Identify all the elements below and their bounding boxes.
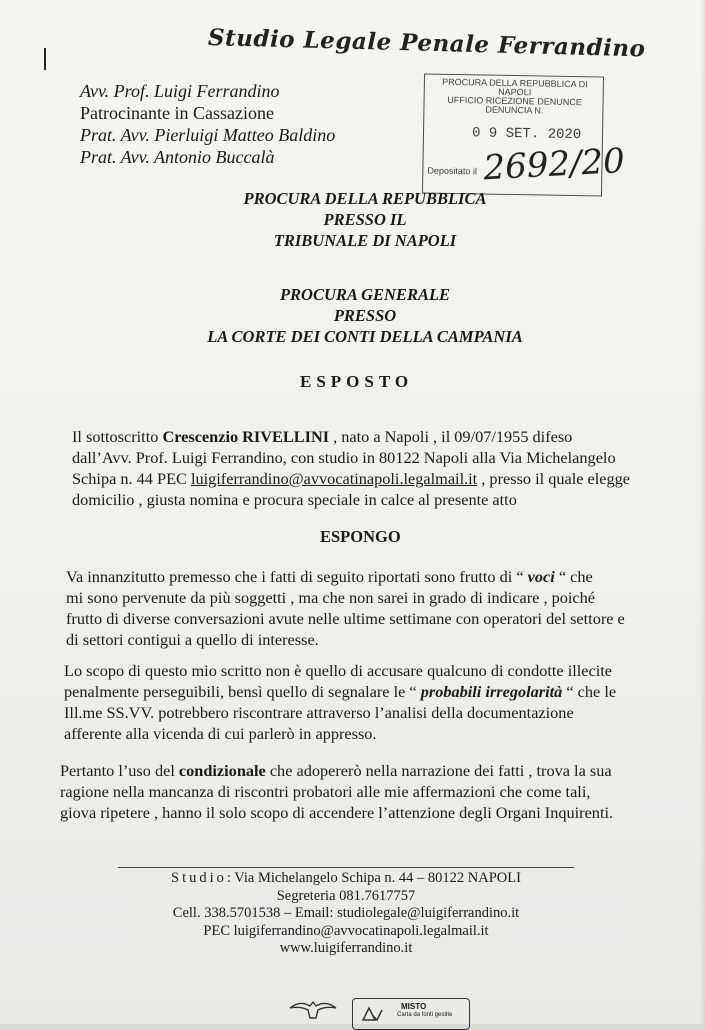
emphasis: condizionale	[178, 761, 266, 780]
lawyer-line: Prat. Avv. Antonio Buccalà	[80, 147, 275, 167]
text-run: Va innanzitutto premesso che i fatti di seguito riportati sono frutto di “	[66, 567, 528, 586]
intro-paragraph	[72, 426, 630, 510]
lawyer-line: Patrocinante in Cassazione	[80, 103, 274, 123]
text-line: di settori contigui a quello di interesse.	[66, 630, 319, 649]
text-run: “ che	[554, 567, 593, 586]
stamp-line: UFFICIO RICEZIONE DENUNCE	[447, 94, 582, 108]
text-line: dall’Avv. Prof. Luigi Ferrandino, con studio in 80122 Napoli alla Via Michelangelo	[72, 448, 616, 467]
text-run: Il sottoscritto	[72, 427, 163, 446]
paragraph-condizionale	[60, 760, 613, 823]
text-line: mi sono pervenute da più soggetti , ma che non sarei in grado di indicare , poiché	[66, 588, 595, 607]
footer-pec: PEC luigiferrandino@avvocatinapoli.legalmail.it	[203, 922, 489, 939]
letterhead-footer	[118, 870, 574, 958]
text-run: penalmente perseguibili, bensì quello di segnalare le “	[64, 682, 421, 701]
lawyer-line: Prat. Avv. Pierluigi Matteo Baldino	[80, 125, 336, 145]
stamp-handwritten-number: 2692/20	[482, 141, 626, 189]
stamp-header	[434, 78, 595, 117]
lawyers-list	[80, 80, 335, 168]
text-run: , nato a Napoli , il 09/07/1955 difeso	[329, 427, 573, 446]
lawyer-line: Avv. Prof. Luigi Ferrandino	[80, 81, 280, 101]
text-line: afferente alla vicenda di cui parlerò in appresso.	[64, 724, 377, 743]
paper-mark-sub: Carta da fonti gestite	[397, 1012, 453, 1018]
margin-mark	[44, 48, 46, 70]
text-run: “ che le	[562, 682, 617, 701]
footer-studio-label: Studio	[171, 870, 227, 886]
pec-address: luigiferrandino@avvocatinapoli.legalmail.it	[190, 469, 478, 488]
page-edge-shadow	[699, 0, 705, 1024]
section-heading: ESPONGO	[320, 527, 401, 546]
paragraph-voci	[66, 566, 625, 650]
paper-certification-mark	[352, 998, 470, 1030]
eagle-logo-icon	[288, 998, 338, 1020]
text-line: frutto di diverse conversazioni avute nelle ultime settimane con operatori del settore e	[66, 609, 625, 628]
addressee-line: LA CORTE DEI CONTI DELLA CAMPANIA	[207, 327, 523, 346]
tree-check-icon	[359, 1002, 383, 1024]
text-line: domicilio , giusta nomina e procura speciale in calce al presente atto	[72, 490, 517, 509]
client-name: Crescenzio RIVELLINI	[162, 427, 330, 446]
reception-stamp	[422, 73, 626, 196]
addressee-procura	[220, 188, 510, 251]
stamp-deposited-label: Depositato il	[427, 165, 477, 177]
paper-mark-label: MISTO	[401, 1002, 427, 1011]
emphasis: voci	[527, 567, 555, 586]
footer-website: www.luigiferrandino.it	[279, 940, 413, 956]
paragraph-scopo	[64, 660, 616, 744]
emphasis: probabili irregolarità	[420, 682, 563, 701]
text-run: , presso il quale elegge	[477, 469, 631, 488]
stamp-line: PROCURA DELLA REPUBBLICA DI NAPOLI	[442, 76, 588, 98]
text-line: giova ripetere , hanno il solo scopo di accendere l’attenzione degli Organi Inquirenti.	[60, 803, 614, 822]
addressee-corte-conti	[180, 284, 550, 347]
text-run: Schipa n. 44 PEC	[72, 469, 191, 488]
footer-contacts: Cell. 338.5701538 – Email: studiolegale@luigiferrandino.it	[172, 905, 520, 921]
text-run: che adopererò nella narrazione dei fatti , trova la sua	[265, 761, 612, 780]
addressee-line: PROCURA GENERALE	[279, 285, 451, 304]
stamp-line: DENUNCIA N.	[485, 104, 544, 116]
addressee-line: PRESSO	[333, 306, 397, 325]
addressee-line: PRESSO IL	[323, 210, 407, 229]
addressee-line: PROCURA DELLA REPUBBLICA	[243, 189, 487, 208]
text-run: Pertanto l’uso del	[60, 761, 179, 780]
addressee-line: TRIBUNALE DI NAPOLI	[273, 231, 457, 250]
document-title: ESPOSTO	[300, 372, 414, 391]
footer-divider	[118, 867, 574, 868]
stamp-date: 0 9 SET. 2020	[471, 125, 582, 144]
text-line: Lo scopo di questo mio scritto non è quello di accusare qualcuno di condotte illecite	[64, 661, 612, 680]
text-line: Ill.me SS.VV. potrebbero riscontrare attraverso l’analisi della documentazione	[64, 703, 574, 722]
footer-address: : Via Michelangelo Schipa n. 44 – 80122 NAPOLI	[226, 870, 521, 886]
footer-phone: Segreteria 081.7617757	[276, 887, 416, 904]
text-line: ragione nella mancanza di riscontri probatori alle mie affermazioni che come tali,	[60, 782, 591, 801]
firm-name: Studio Legale Penale Ferrandino	[207, 24, 646, 63]
